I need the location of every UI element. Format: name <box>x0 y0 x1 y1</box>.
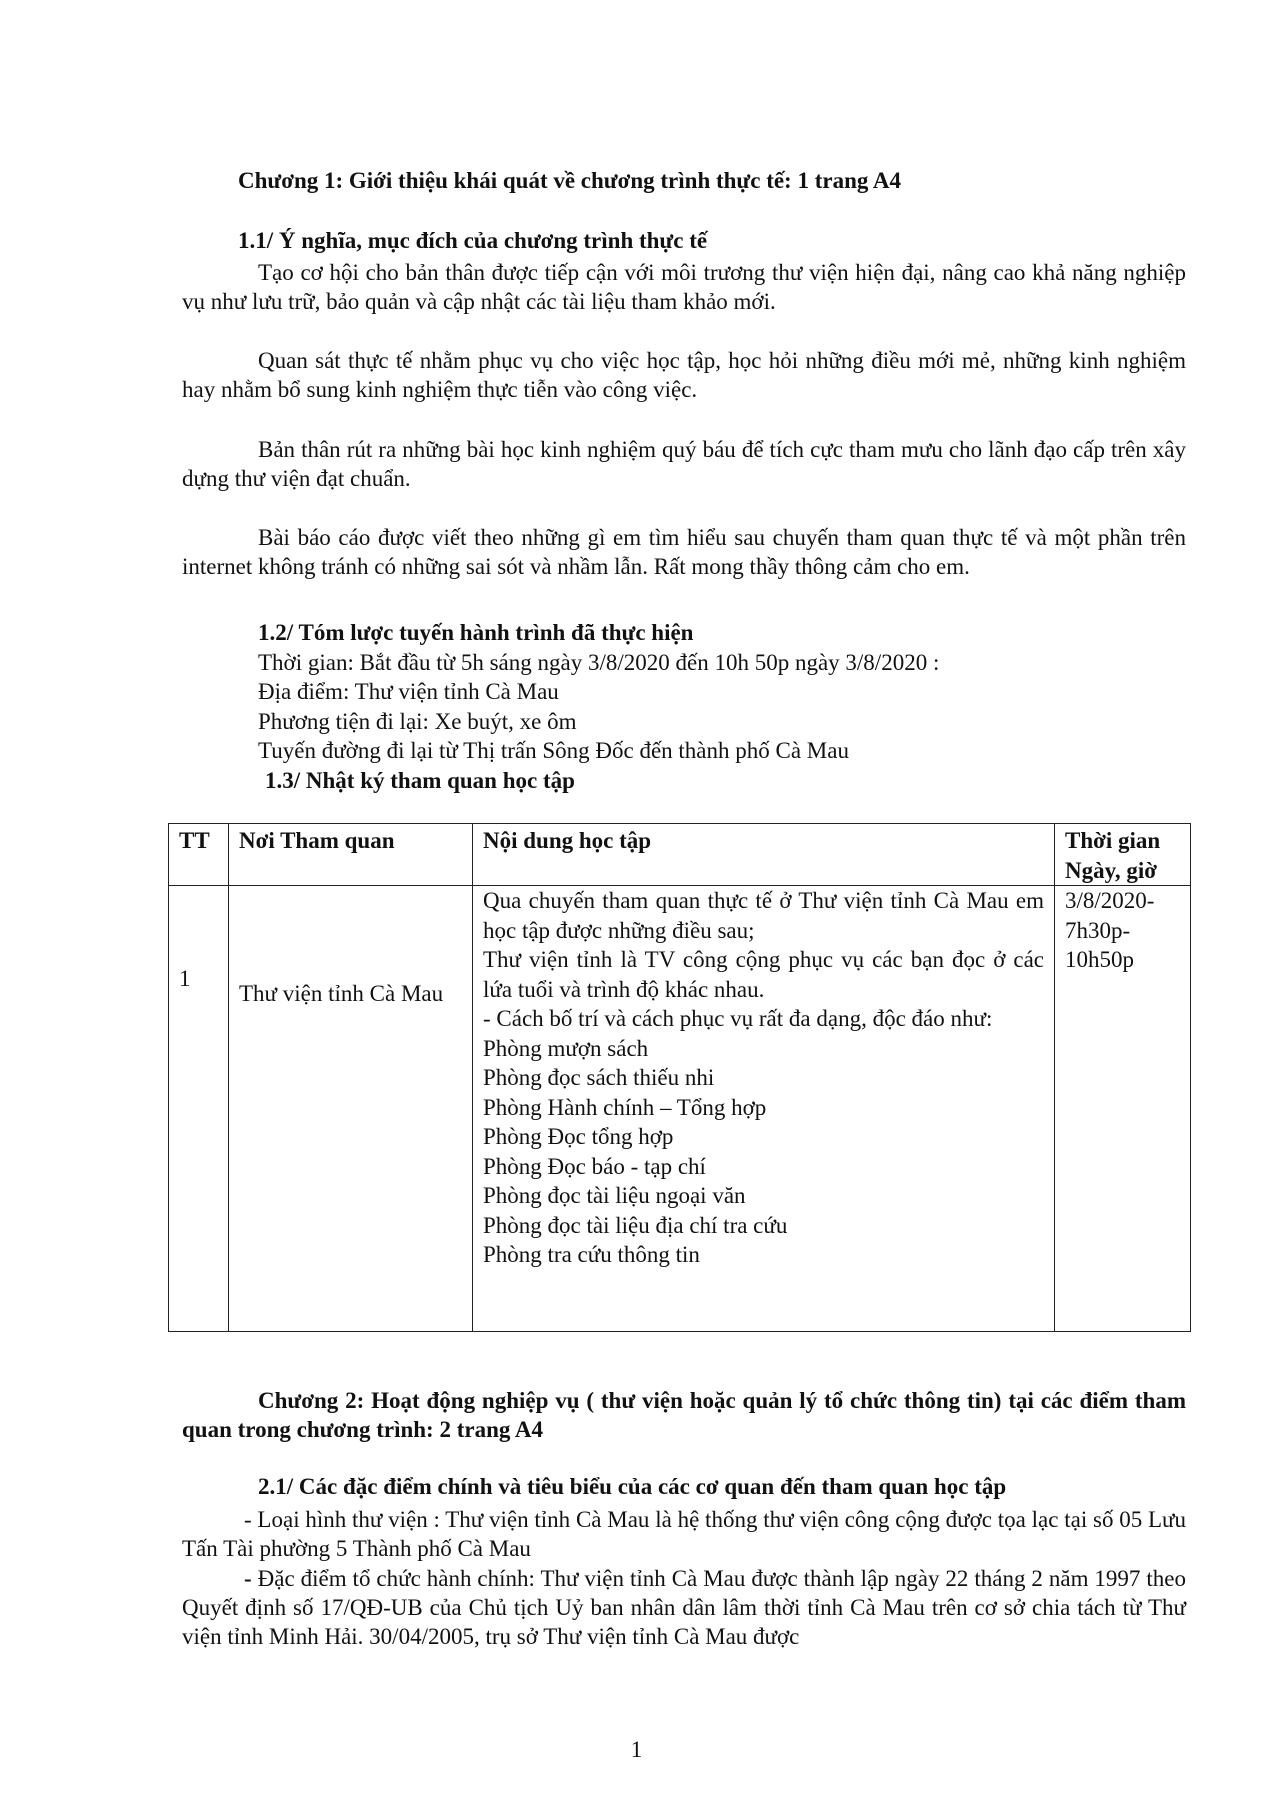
row-time <box>1055 886 1191 1332</box>
content-desc: Thư viện tỉnh là TV công cộng phục vụ các bạn đọc ở các lứa tuổi và trình độ khác nhau. <box>483 947 1044 1002</box>
section-1-1-heading: 1.1/ Ý nghĩa, mục đích của chương trình thực tế <box>238 228 708 253</box>
paragraph-3: Bản thân rút ra những bài học kinh nghiệm quý báu để tích cực tham mưu cho lãnh đạo cấp trên xây dựng thư viện đạt chuẩn. <box>182 437 1186 491</box>
room-item: Phòng Đọc tổng hợp <box>483 1124 674 1149</box>
time-line: 7h30p- <box>1065 917 1131 943</box>
paragraph-2: Quan sát thực tế nhằm phục vụ cho việc học tập, học hỏi những điều mới mẻ, những kinh nghiệm hay nhằm bổ sung kinh nghiệm thực tiễn vào công việc. <box>182 348 1186 402</box>
room-item: Phòng mượn sách <box>483 1035 649 1061</box>
header-place: Nơi Tham quan <box>229 824 473 886</box>
header-tt: TT <box>169 824 229 886</box>
content-intro: Qua chuyến tham quan thực tế ở Thư viện tỉnh Cà Mau em học tập được những điều sau; <box>483 888 1044 943</box>
row-place: Thư viện tỉnh Cà Mau <box>229 886 473 1332</box>
room-item: Phòng Đọc báo - tạp chí <box>483 1153 706 1179</box>
room-item: Phòng đọc tài liệu địa chí tra cứu <box>483 1212 788 1238</box>
paragraph-1: Tạo cơ hội cho bản thân được tiếp cận với môi trương thư viện hiện đại, nâng cao khả năng nghiệp vụ như lưu trữ, bảo quản và cập nhật các tài liệu tham khảo mới. <box>182 260 1186 314</box>
itinerary-time: Thời gian: Bắt đầu từ 5h sáng ngày 3/8/2020 đến 10h 50p ngày 3/8/2020 : <box>258 650 940 675</box>
paragraph-4: Bài báo cáo được viết theo những gì em tìm hiểu sau chuyến tham quan thực tế và một phần trên internet không tránh có những sai sót và nhầm lẫn. Rất mong thầy thông cảm cho em. <box>182 525 1186 579</box>
room-item: Phòng đọc tài liệu ngoại văn <box>483 1183 746 1208</box>
time-line: 3/8/2020- <box>1065 888 1155 913</box>
header-time-line1: Thời gian <box>1065 828 1161 853</box>
chapter-2-title: Chương 2: Hoạt động nghiệp vụ ( thư viện hoặc quản lý tổ chức thông tin) tại các điểm tham quan trong chương trình: 2 trang A4 <box>182 1388 1186 1442</box>
row-tt: 1 <box>169 886 229 1332</box>
table-header-row <box>169 824 1191 886</box>
section-1-2-heading: 1.2/ Tóm lược tuyến hành trình đã thực hiện <box>258 620 694 645</box>
row-content <box>473 886 1055 1332</box>
visit-log-table <box>168 823 1191 1332</box>
table-row <box>169 886 1191 1332</box>
section-2-1-heading: 2.1/ Các đặc điểm chính và tiêu biểu của các cơ quan đến tham quan học tập <box>258 1474 1007 1499</box>
section-1-3-heading: 1.3/ Nhật ký tham quan học tập <box>265 768 575 793</box>
page-number: 1 <box>630 1737 643 1762</box>
chapter-1-title: Chương 1: Giới thiệu khái quát về chương trình thực tế: 1 trang A4 <box>238 168 901 193</box>
header-content: Nội dung học tập <box>473 824 1055 886</box>
header-time <box>1055 824 1191 886</box>
itinerary-transport: Phương tiện đi lại: Xe buýt, xe ôm <box>258 709 577 734</box>
room-item: Phòng đọc sách thiếu nhi <box>483 1065 715 1090</box>
itinerary-route: Tuyến đường đi lại từ Thị trấn Sông Đốc đến thành phố Cà Mau <box>258 738 849 763</box>
room-item: Phòng tra cứu thông tin <box>483 1242 700 1267</box>
room-item: Phòng Hành chính – Tổng hợp <box>483 1094 767 1120</box>
itinerary-place: Địa điểm: Thư viện tỉnh Cà Mau <box>258 679 559 704</box>
header-time-line2: Ngày, giờ <box>1065 857 1157 883</box>
time-line: 10h50p <box>1065 947 1134 972</box>
chapter-2-paragraph-2: - Đặc điểm tổ chức hành chính: Thư viện tỉnh Cà Mau được thành lập ngày 22 tháng 2 năm 1997 theo Quyết định số 17/QĐ-UB của Chủ tịch Uỷ ban nhân dân lâm thời tỉnh Cà Mau trên cơ sở chia tách từ Thư viện tỉnh Minh Hải. 30/04/2005, trụ sở Thư viện tỉnh Cà Mau được <box>182 1566 1186 1649</box>
content-layout: - Cách bố trí và cách phục vụ rất đa dạng, độc đáo như: <box>483 1006 993 1031</box>
chapter-2-paragraph-1: - Loại hình thư viện : Thư viện tỉnh Cà Mau là hệ thống thư viện công cộng được tọa lạc tại số 05 Lưu Tấn Tài phường 5 Thành phố Cà Mau <box>182 1507 1186 1561</box>
